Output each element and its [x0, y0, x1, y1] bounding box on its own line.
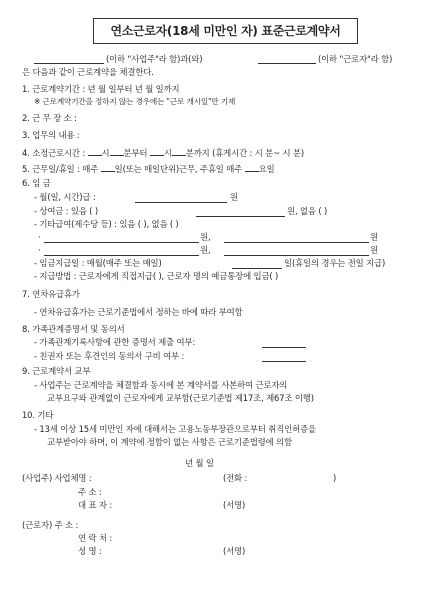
- start-minute-blank: [110, 146, 124, 156]
- item-9-contract-delivery: 9. 근로계약서 교부: [22, 366, 91, 376]
- intro-party2-text: (이하 "근로자"라 함): [318, 54, 393, 64]
- item-4-label: 4. 소정근로시간 :: [22, 148, 86, 158]
- item-8-certificate: - 가족관계기록사항에 관한 증명서 제출 여부:: [34, 337, 196, 347]
- consent-blank: [262, 361, 306, 362]
- other-pay-blank-3: [44, 255, 199, 256]
- employer-rep-label: 대 표 자 :: [78, 500, 113, 510]
- contract-date: 년 월 일: [185, 458, 214, 468]
- other-pay-blank-2: [224, 242, 369, 243]
- item-3-job-description: 3. 업무의 내용 :: [22, 130, 80, 140]
- item-9-line2: 교부요구와 관계없이 근로자에게 교부함(근로기준법 제17조, 제67조 이행): [47, 393, 314, 403]
- item-4-hour: 시: [101, 148, 110, 158]
- end-hour-blank: [150, 146, 164, 156]
- workdays-blank: [101, 162, 115, 172]
- worker-name-blank: [258, 63, 316, 64]
- certificate-blank: [262, 347, 306, 348]
- item-6-wages: 6. 임 금: [22, 178, 51, 188]
- item-1-contract-period: 1. 근로계약기간 : 년 월 일부터 년 월 일까지: [22, 84, 180, 94]
- item-7-detail: - 연차유급휴가는 근로기준법에서 정하는 바에 따라 부여함: [34, 307, 243, 317]
- bonus-amount-blank: [196, 216, 285, 217]
- payday-note: 일(휴일의 경우는 전일 지급): [284, 258, 386, 268]
- other-pay-won-4: 원: [370, 245, 378, 255]
- bonus-yes-label: - 상여금 : 있음 ( ): [34, 206, 99, 216]
- item-5-mid: 일(또는 매일단위)근무, 주휴일 매주: [114, 164, 243, 174]
- item-10-other: 10. 기타: [22, 410, 54, 420]
- employer-phone-close: ): [333, 473, 337, 483]
- item-4-hour2: 시: [163, 148, 172, 158]
- item-1-note: ※ 근로계약기간을 정하지 않는 경우에는 "근로 개시일"만 기재: [34, 97, 236, 106]
- item-7-annual-leave: 7. 연차유급휴가: [22, 289, 80, 299]
- item-5-label: 5. 근무일/휴일 : 매주: [22, 164, 99, 174]
- intro-party1-text: (이하 "사업주"라 함)과(와): [106, 54, 203, 64]
- wage-unit: 원: [230, 192, 238, 202]
- payment-method: - 지급방법 : 근로자에게 직접지급( ), 근로자 명의 예금통장에 입금( ): [34, 271, 279, 281]
- employer-signature: (서명): [223, 500, 246, 510]
- other-pay-bullet-2: ·: [38, 245, 41, 255]
- worker-address-label: (근로자) 주 소 :: [22, 520, 79, 530]
- worker-name-label: 성 명 :: [78, 546, 102, 556]
- item-4-from: 분부터: [123, 148, 148, 158]
- payday-blank: [232, 268, 282, 269]
- item-10-line1: - 13세 이상 15세 미만인 자에 대해서는 고용노동부장관으로부터 취직인허증을: [34, 424, 316, 434]
- intro-line2: 은 다음과 같이 근로계약을 체결한다.: [22, 67, 154, 77]
- holiday-blank: [245, 162, 259, 172]
- other-pay-won-1: 원,: [200, 232, 211, 242]
- other-pay-won-2: 원: [370, 232, 378, 242]
- other-pay-blank-1: [44, 242, 199, 243]
- other-pay-won-3: 원,: [200, 245, 211, 255]
- item-4-to: 분까지 (휴게시간 : 시 분~ 시 분): [185, 148, 304, 158]
- item-5-workdays: [22, 162, 275, 175]
- end-minute-blank: [172, 146, 186, 156]
- wage-monthly-label: - 월(일, 시간)급 :: [34, 192, 96, 202]
- document-title: 연소근로자(18세 미만인 자) 표준근로계약서: [93, 18, 358, 44]
- start-hour-blank: [88, 146, 102, 156]
- item-10-line2: 교부받아야 하며, 이 계약에 정함이 없는 사항은 근로기준법령에 의함: [47, 437, 292, 447]
- employer-phone-label: (전화 :: [223, 473, 248, 483]
- other-pay-blank-4: [224, 255, 369, 256]
- item-8-consent: - 친권자 또는 후견인의 동의서 구비 여부 :: [34, 351, 185, 361]
- item-2-workplace: 2. 근 무 장 소 :: [22, 113, 77, 123]
- worker-signature: (서명): [223, 546, 246, 556]
- payday-label: - 임금지급일 : 매월(매주 또는 매일): [34, 258, 162, 268]
- item-4-working-hours: [22, 146, 304, 159]
- item-9-line1: - 사업주는 근로계약을 체결함과 동시에 본 계약서를 사본하여 근로자의: [34, 380, 288, 390]
- other-pay-label: - 기타급여(제수당 등) : 있음 ( ), 없음 ( ): [34, 219, 179, 229]
- employer-name-blank: [34, 63, 104, 64]
- item-8-family-docs: 8. 가족관계증명서 및 동의서: [22, 324, 125, 334]
- bonus-no-label: 원, 없음 ( ): [287, 206, 328, 216]
- employer-company-label: (사업주) 사업체명 :: [22, 473, 92, 483]
- item-5-end: 요일: [258, 164, 275, 174]
- wage-amount-blank: [135, 202, 227, 203]
- employer-address-label: 주 소 :: [78, 487, 102, 497]
- worker-contact-label: 연 락 처 :: [78, 533, 113, 543]
- other-pay-bullet-1: ·: [38, 232, 41, 242]
